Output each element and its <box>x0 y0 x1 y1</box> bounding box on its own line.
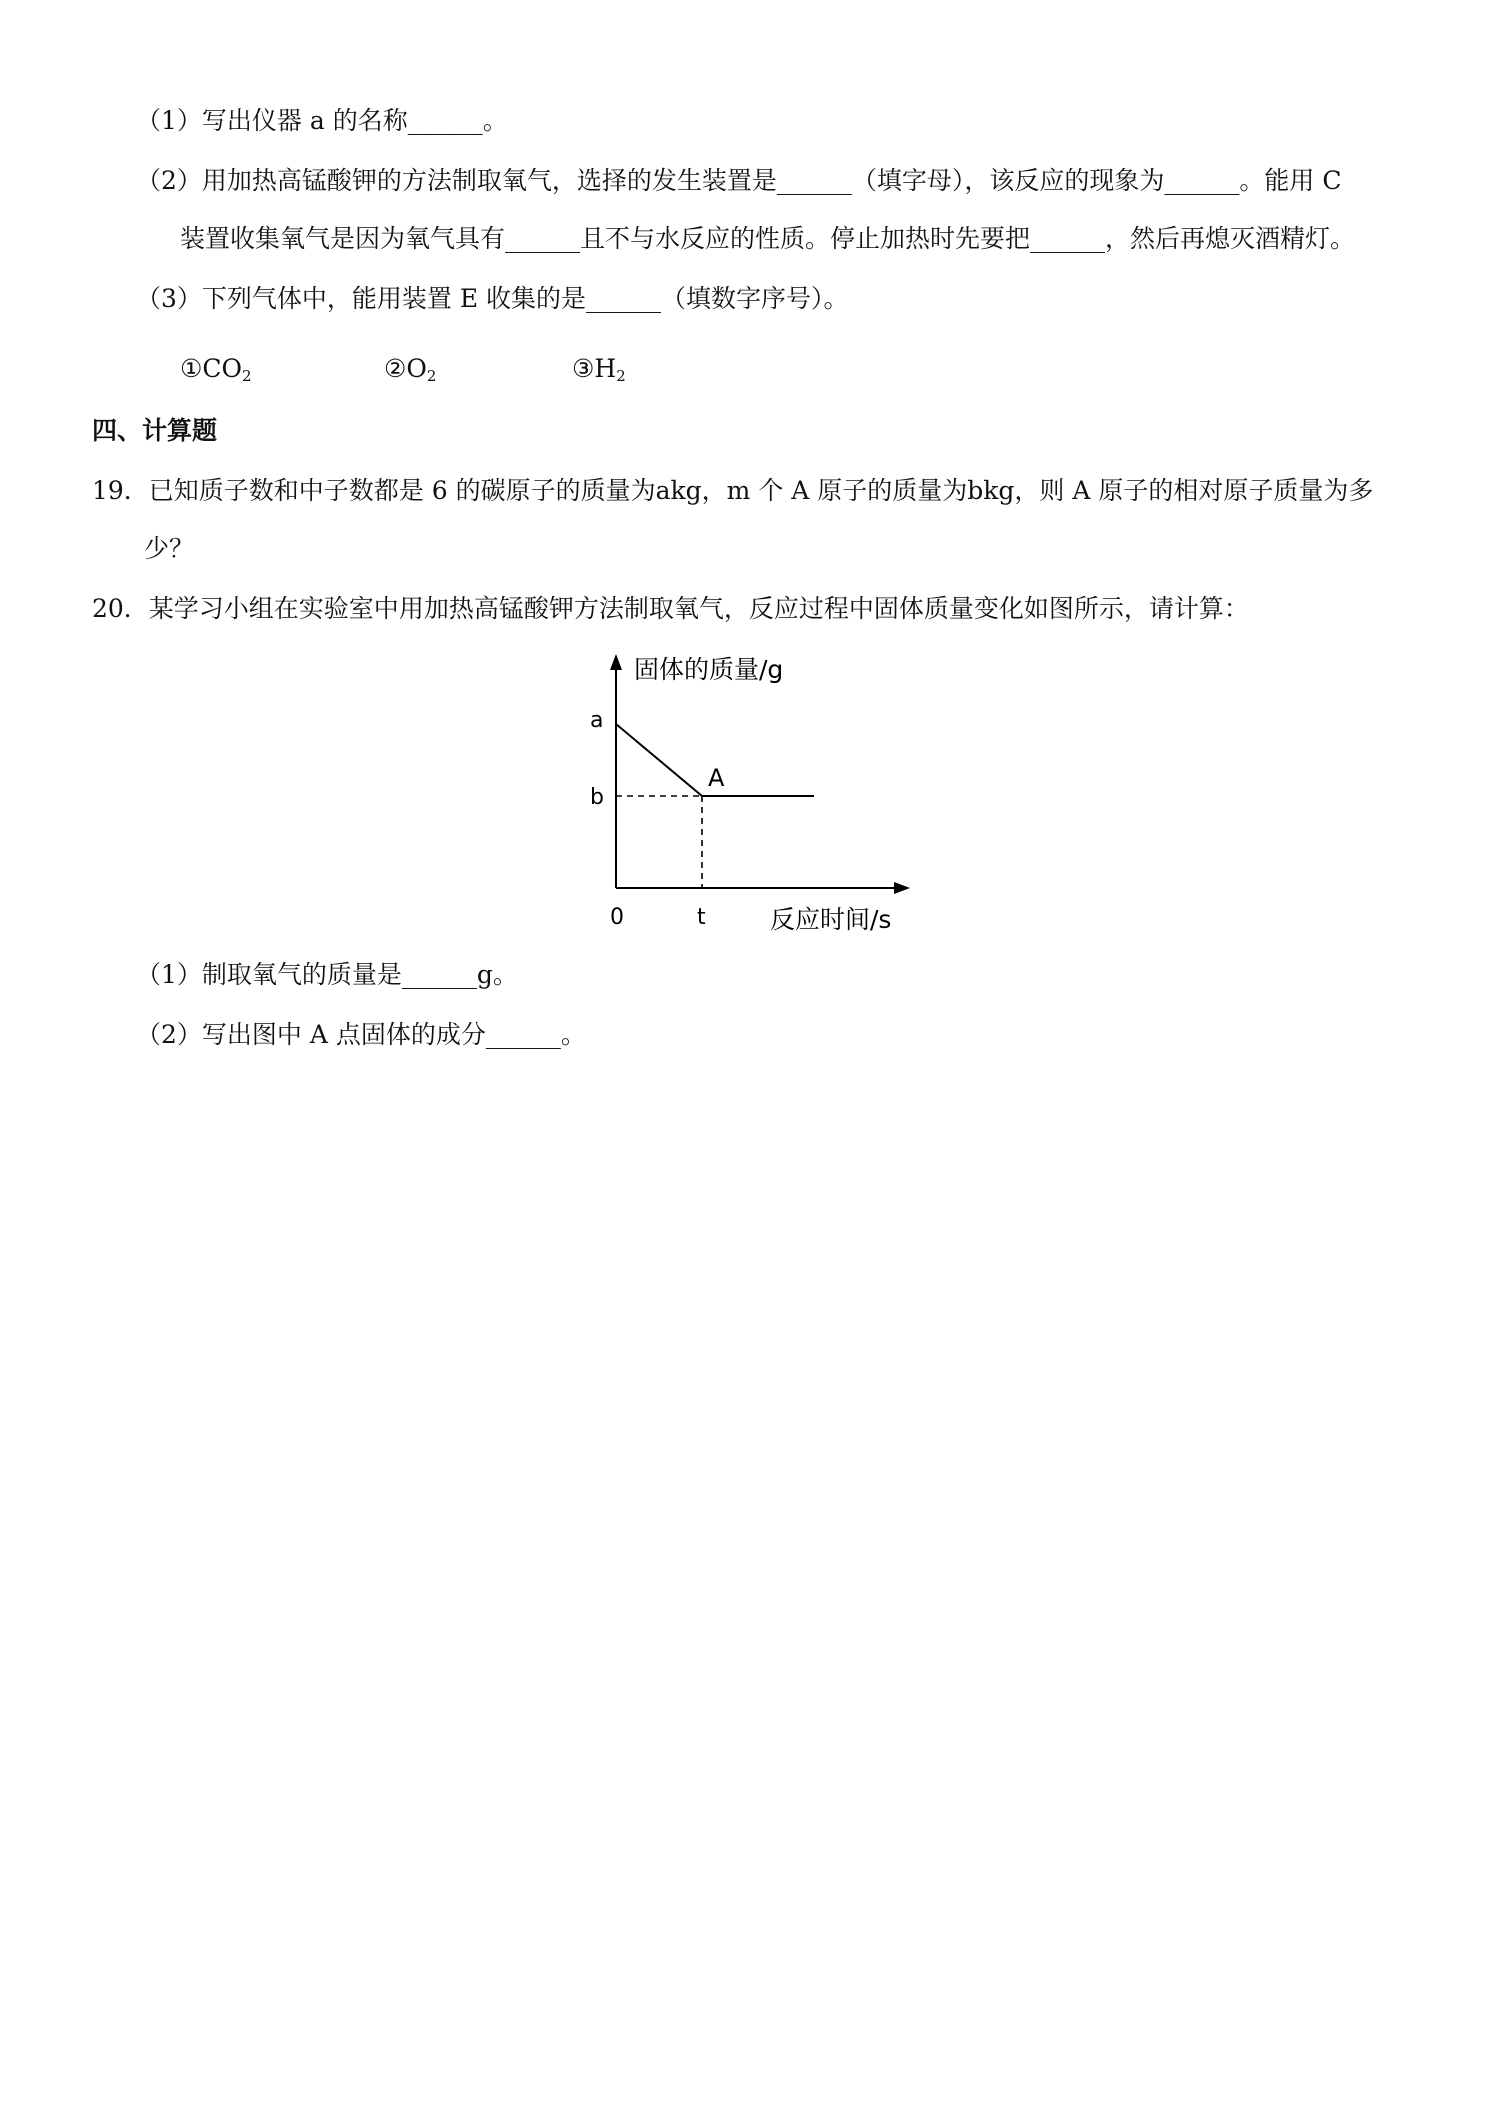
q18-sub2-line2: 装置收集氧气是因为氧气具有______且不与水反应的性质。停止加热时先要把______，然后再熄灭酒精灯。 <box>180 224 1356 253</box>
choice-o2: $②O_2$ <box>384 354 437 385</box>
y-axis-arrow-icon <box>610 654 622 670</box>
q20-sub1: （1）制取氧气的质量是______g。 <box>136 960 518 989</box>
q18-sub3: （3）下列气体中，能用装置 E 收集的是______（填数字序号）。 <box>136 284 849 313</box>
x-tick-t: t <box>697 905 706 930</box>
y-tick-a: a <box>590 708 604 733</box>
choice-h2: $③H_2$ <box>572 354 626 385</box>
x-axis-label: 反应时间/s <box>770 905 892 934</box>
x-tick-0: 0 <box>610 905 624 930</box>
y-axis-label: 固体的质量/g <box>634 655 784 684</box>
section-title: 四、计算题 <box>92 416 218 445</box>
choice-co2: $①CO_2$ <box>180 354 252 385</box>
q20-sub2: （2）写出图中 A 点固体的成分______。 <box>136 1020 586 1049</box>
q18-sub2-line1: （2）用加热高锰酸钾的方法制取氧气，选择的发生装置是______（填字母），该反应的现象为______。能用 C <box>136 166 1342 195</box>
q19-line2: 少？ <box>144 534 195 563</box>
q19-line1: 19．已知质子数和中子数都是 6 的碳原子的质量为akg，m 个 A 原子的质量为bkg，则 A 原子的相对原子质量为多 <box>92 476 1374 505</box>
q18-sub1: （1）写出仪器 a 的名称______。 <box>136 106 508 135</box>
x-axis-arrow-icon <box>894 882 910 894</box>
point-label-A: A <box>708 764 725 792</box>
mass-time-chart <box>560 640 920 940</box>
q20-stem: 20．某学习小组在实验室中用加热高锰酸钾方法制取氧气，反应过程中固体质量变化如图所示，请计算： <box>92 594 1249 623</box>
y-tick-b: b <box>590 785 604 810</box>
